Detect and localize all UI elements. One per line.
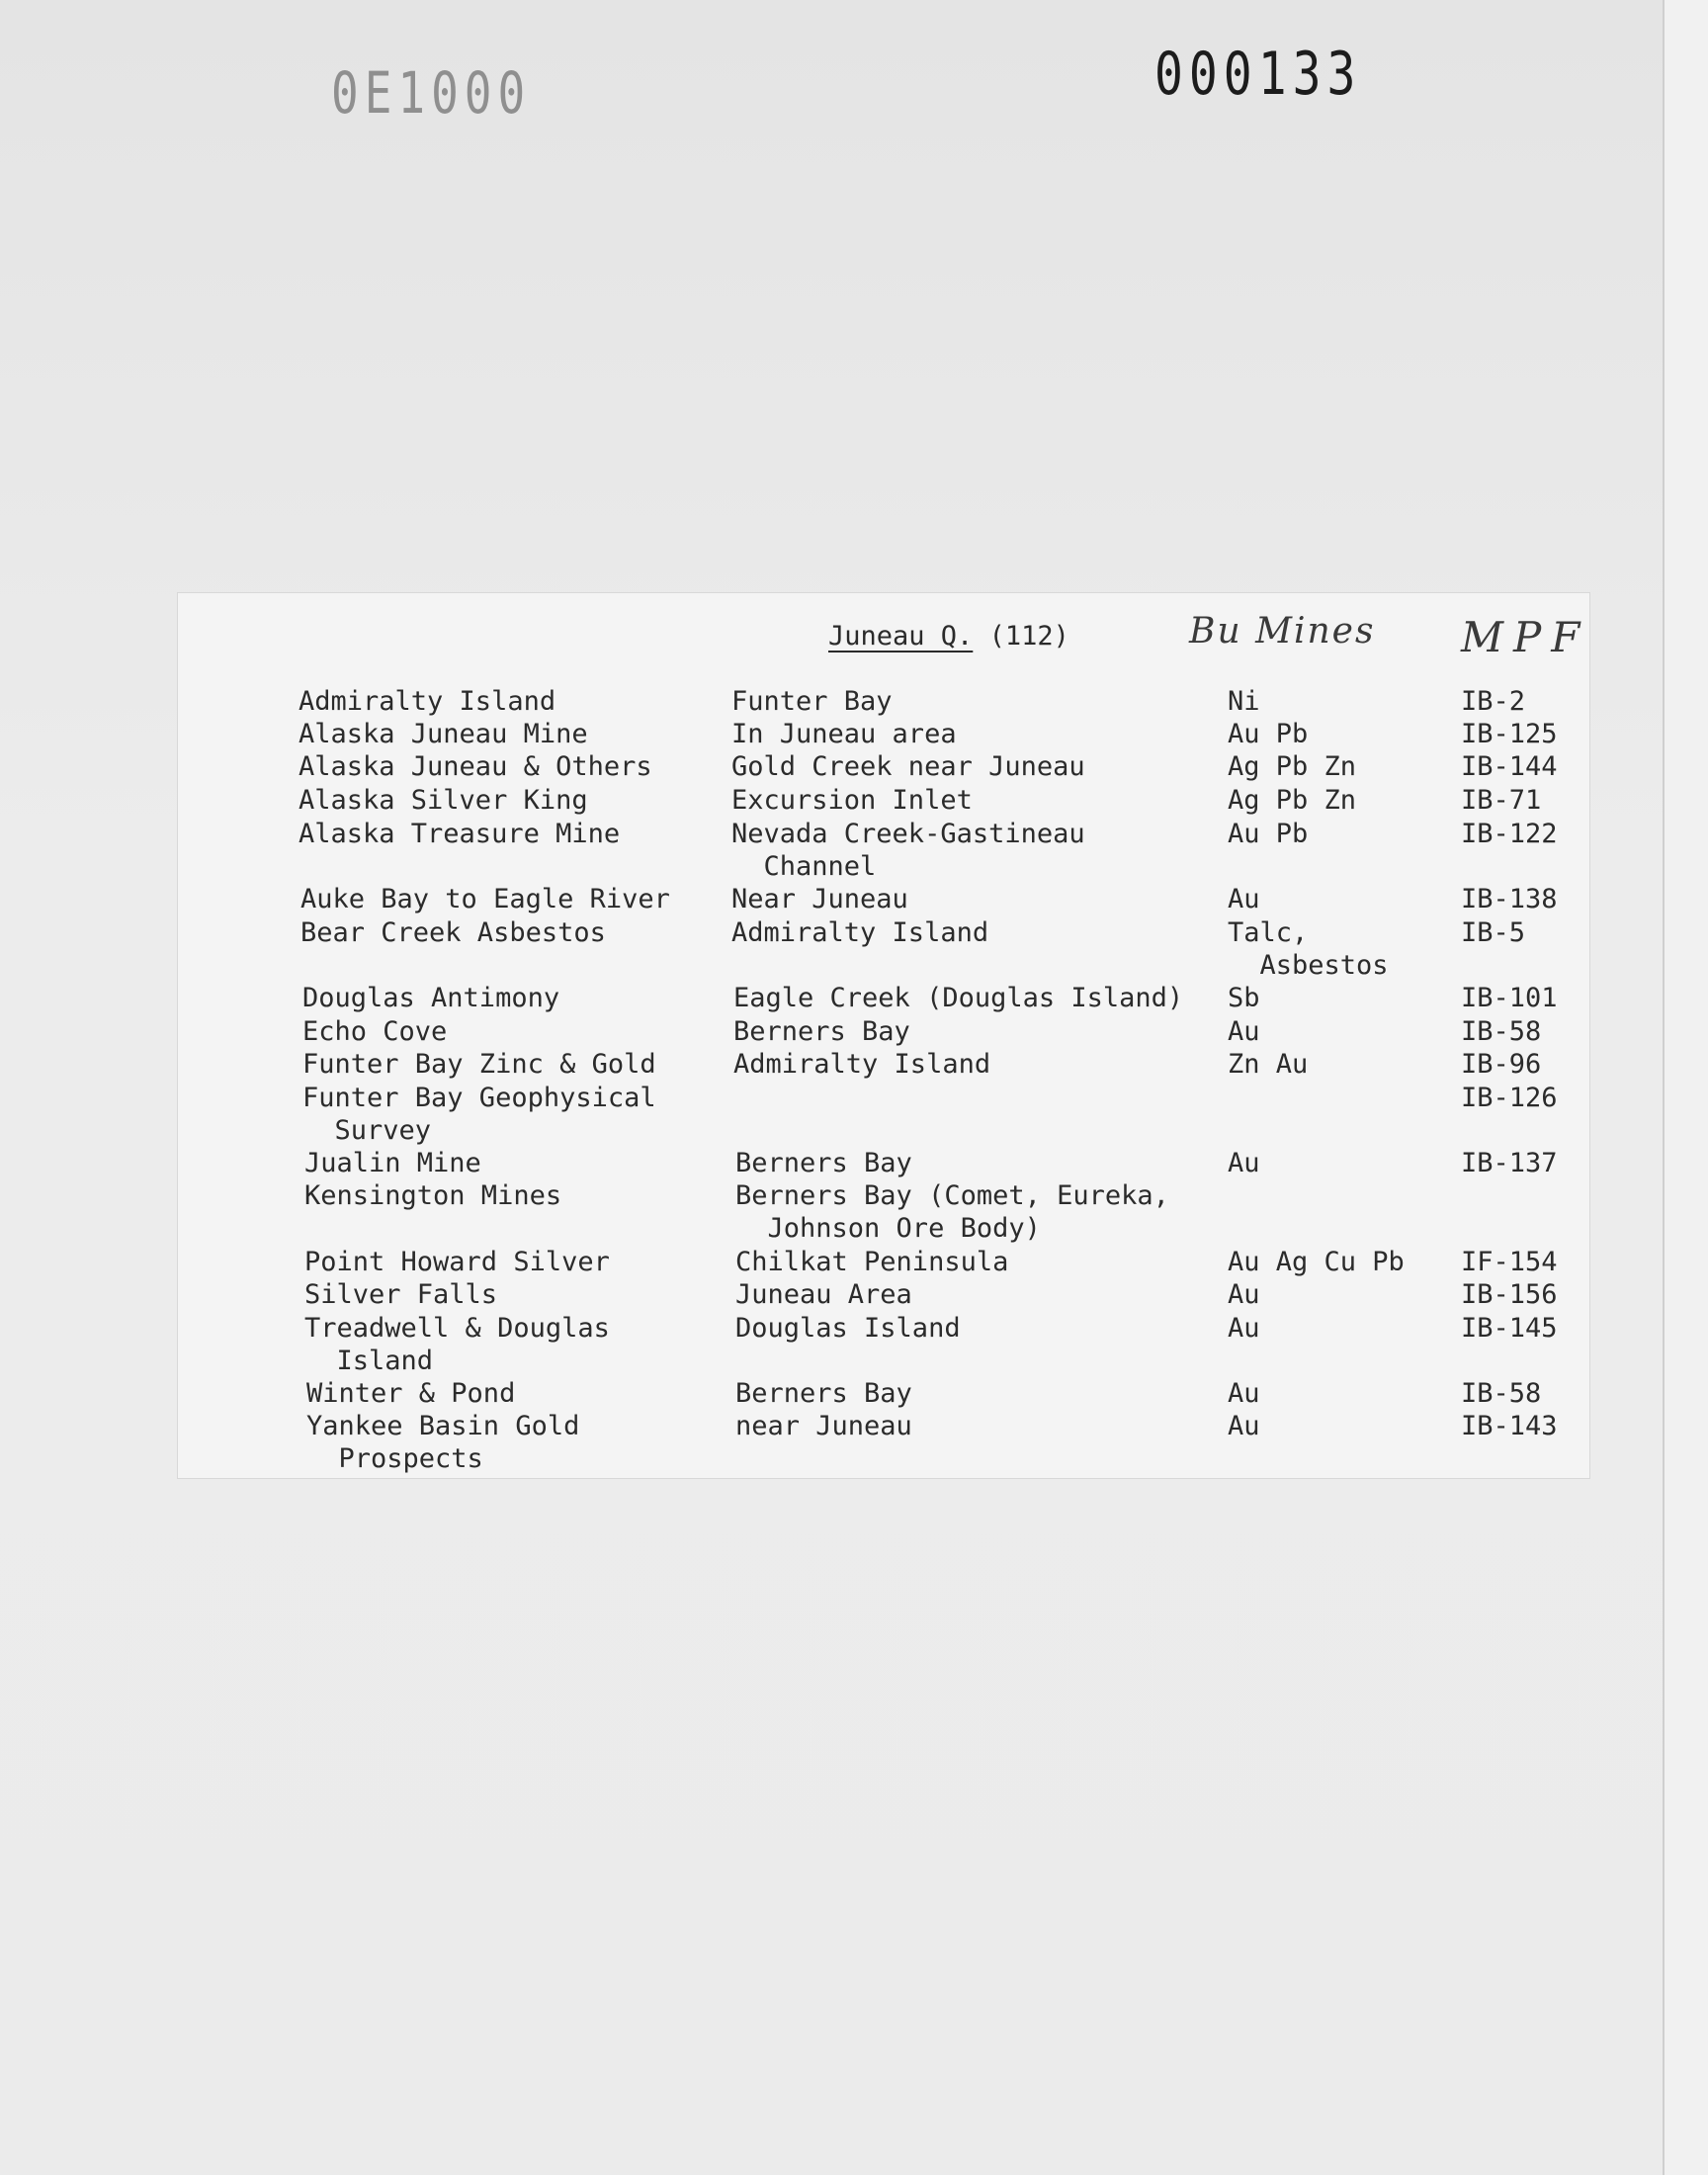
row-name: Treadwell & Douglas Island — [304, 1313, 610, 1376]
stamp-number-right: 000133 — [1154, 40, 1362, 109]
row-location: Berners Bay — [735, 1148, 912, 1178]
row-ref: IB-145 — [1461, 1313, 1558, 1344]
row-commodity: Au — [1228, 1279, 1260, 1310]
row-name: Alaska Silver King — [299, 785, 588, 816]
row-location: Excursion Inlet — [731, 785, 973, 816]
row-ref: IB-138 — [1461, 884, 1558, 914]
row-name: Point Howard Silver — [304, 1247, 610, 1277]
row-commodity: Au Pb — [1228, 719, 1309, 749]
row-location: near Juneau — [735, 1411, 912, 1441]
row-commodity: Au — [1228, 1378, 1260, 1409]
stamp-number-left: 0E1000 — [331, 59, 532, 127]
row-name: Auke Bay to Eagle River — [300, 884, 670, 914]
row-name: Admiralty Island — [299, 686, 556, 717]
row-ref: IB-101 — [1461, 983, 1558, 1013]
quadrangle-name: Juneau Q. — [828, 621, 974, 652]
row-commodity: Au Pb — [1228, 819, 1309, 849]
row-ref: IB-58 — [1461, 1378, 1542, 1409]
row-location: Berners Bay (Comet, Eureka, Johnson Ore Body) — [735, 1180, 1169, 1244]
row-location: Eagle Creek (Douglas Island) — [733, 983, 1184, 1013]
row-commodity: Ni — [1228, 686, 1260, 717]
row-name: Funter Bay Zinc & Gold — [302, 1049, 656, 1080]
row-location: Gold Creek near Juneau — [731, 751, 1085, 782]
quadrangle-code: (112) — [973, 621, 1069, 652]
row-commodity: Au — [1228, 1016, 1260, 1047]
row-ref: IB-5 — [1461, 917, 1526, 948]
row-location: In Juneau area — [731, 719, 957, 749]
row-ref: IB-96 — [1461, 1049, 1542, 1080]
row-commodity: Au — [1228, 1411, 1260, 1441]
row-commodity: Au — [1228, 1148, 1260, 1178]
row-name: Winter & Pond — [306, 1378, 516, 1409]
row-name: Echo Cove — [302, 1016, 448, 1047]
row-ref: IB-125 — [1461, 719, 1558, 749]
row-location: Admiralty Island — [731, 917, 989, 948]
row-ref: IB-143 — [1461, 1411, 1558, 1441]
row-ref: IB-144 — [1461, 751, 1558, 782]
row-location: Funter Bay — [731, 686, 893, 717]
card-title — [828, 621, 1069, 652]
row-ref: IB-126 — [1461, 1083, 1558, 1113]
row-location: Douglas Island — [735, 1313, 961, 1344]
row-name: Jualin Mine — [304, 1148, 481, 1178]
row-name: Silver Falls — [304, 1279, 498, 1310]
row-name: Alaska Juneau Mine — [299, 719, 588, 749]
row-commodity: Au — [1228, 1313, 1260, 1344]
row-commodity: Au Ag Cu Pb — [1228, 1247, 1405, 1277]
row-ref: IB-2 — [1461, 686, 1526, 717]
row-name: Bear Creek Asbestos — [300, 917, 606, 948]
handwritten-bumines-label: Bu Mines — [1189, 611, 1376, 652]
row-name: Yankee Basin Gold Prospects — [306, 1411, 580, 1474]
row-ref: IB-58 — [1461, 1016, 1542, 1047]
row-location: Juneau Area — [735, 1279, 912, 1310]
row-name: Kensington Mines — [304, 1180, 562, 1211]
row-location: Chilkat Peninsula — [735, 1247, 1009, 1277]
row-ref: IB-156 — [1461, 1279, 1558, 1310]
row-commodity: Ag Pb Zn — [1228, 751, 1357, 782]
row-ref: IB-137 — [1461, 1148, 1558, 1178]
row-name: Alaska Juneau & Others — [299, 751, 652, 782]
row-commodity: Sb — [1228, 983, 1260, 1013]
row-ref: IB-122 — [1461, 819, 1558, 849]
row-commodity: Zn Au — [1228, 1049, 1309, 1080]
row-location: Berners Bay — [733, 1016, 910, 1047]
row-location: Berners Bay — [735, 1378, 912, 1409]
row-location: Near Juneau — [731, 884, 908, 914]
page-edge — [1665, 0, 1708, 2175]
row-ref: IB-71 — [1461, 785, 1542, 816]
row-commodity: Ag Pb Zn — [1228, 785, 1357, 816]
row-name: Douglas Antimony — [302, 983, 560, 1013]
row-commodity: Talc, Asbestos — [1228, 917, 1389, 981]
row-ref: IF-154 — [1461, 1247, 1558, 1277]
row-location: Nevada Creek-Gastineau Channel — [731, 819, 1085, 882]
row-name: Alaska Treasure Mine — [299, 819, 621, 849]
handwritten-mpf-label: MPF — [1461, 613, 1590, 661]
row-name: Funter Bay Geophysical Survey — [302, 1083, 656, 1146]
row-location: Admiralty Island — [733, 1049, 991, 1080]
row-commodity: Au — [1228, 884, 1260, 914]
